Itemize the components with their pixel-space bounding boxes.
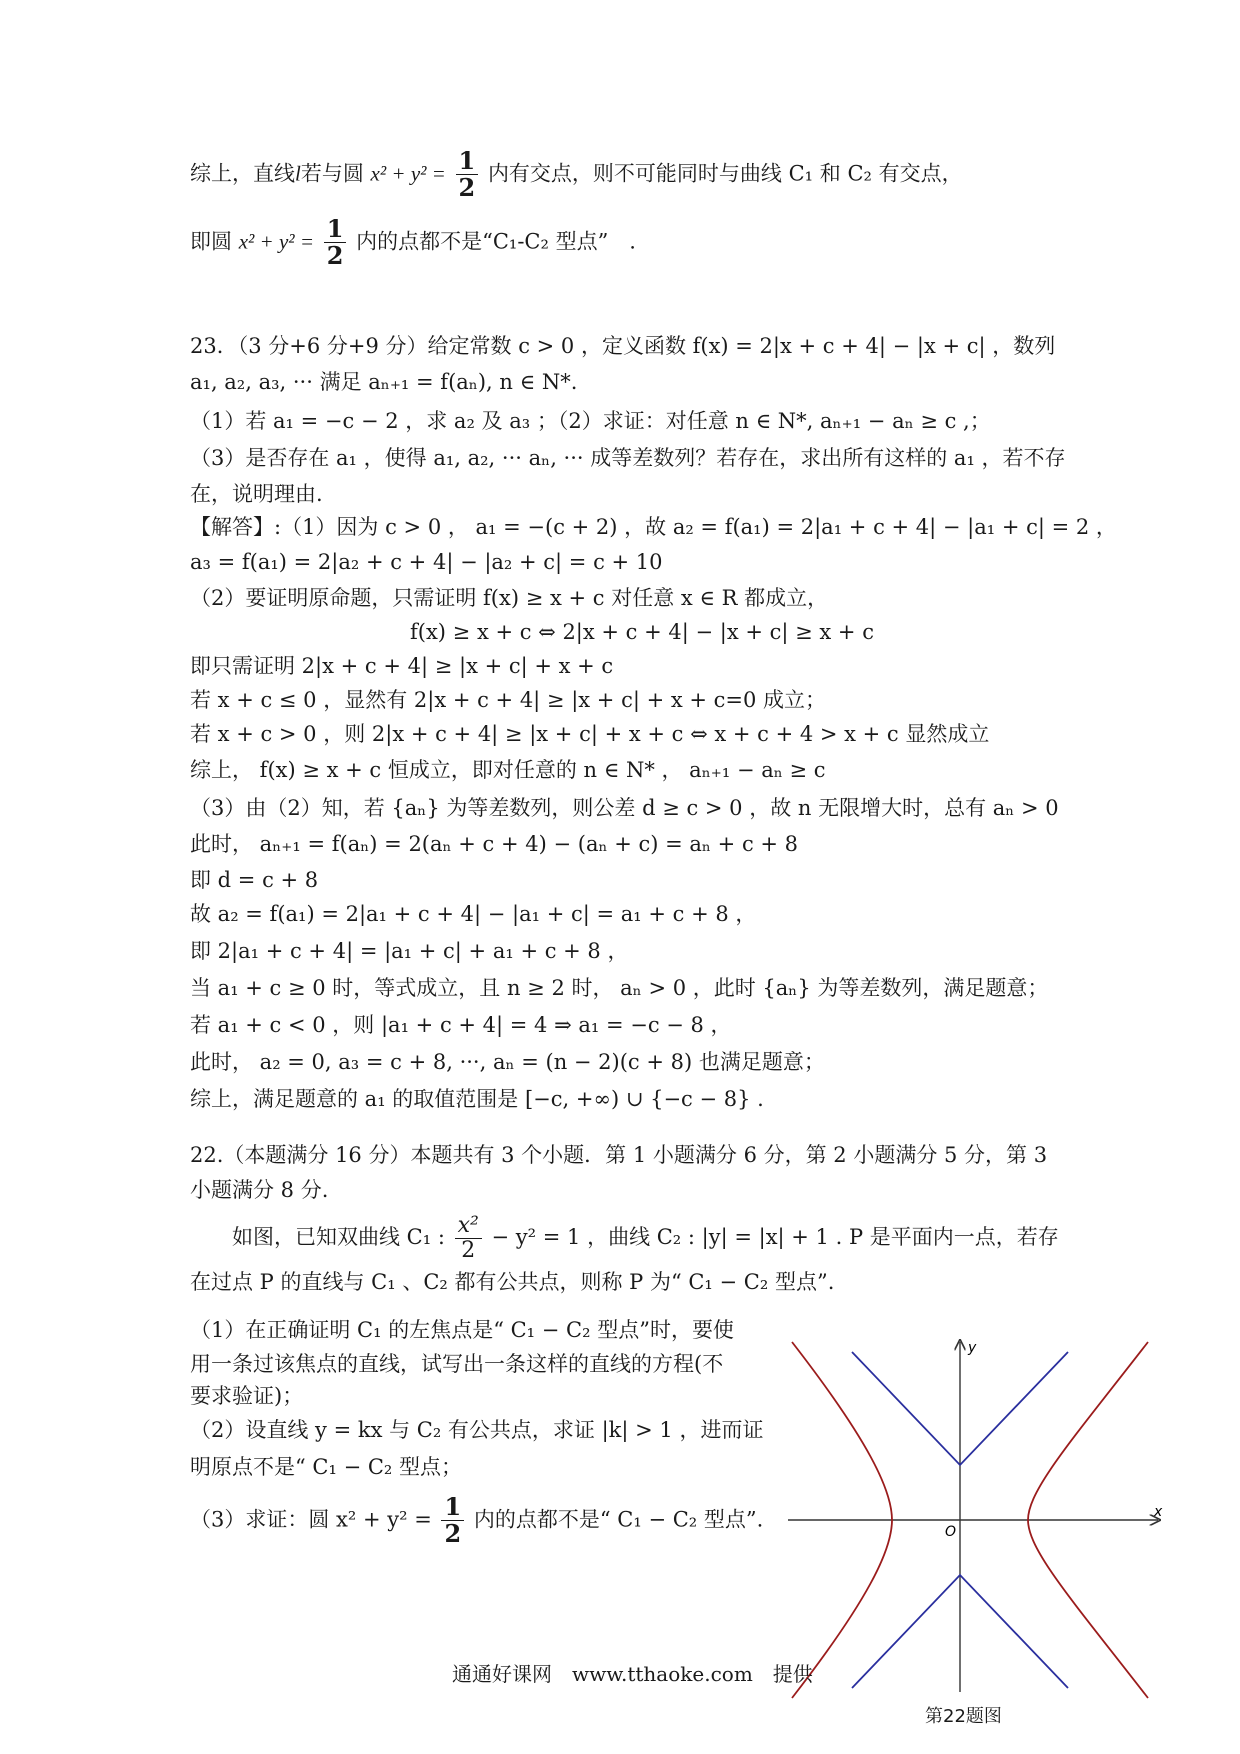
fraction: $\frac{\text{x²}}{2}$ (455, 1214, 482, 1263)
text: 若与圆 (300, 161, 364, 186)
solution-line: 此时， a₂ = 0, a₃ = c + 8, ···, aₙ = (n − 2)(c + 8) 也满足题意； (190, 1050, 825, 1074)
q22-intro (232, 1214, 1059, 1263)
q23-part3b: 在，说明理由. (190, 482, 323, 506)
text: （3）求证：圆 x² + y² = (190, 1507, 432, 1532)
solution-line: 即只需证明 2|x + c + 4| ≥ |x + c| + x + c (190, 654, 614, 678)
solution-line: 若 x + c ≤ 0 ，显然有 2|x + c + 4| ≥ |x + c| + x + c=0 成立； (190, 688, 827, 712)
solution-line: 综上， f(x) ≥ x + c 恒成立，即对任意的 n ∈ N* ， aₙ₊₁ − aₙ ≥ c (190, 758, 826, 782)
x-axis-label: x (1154, 1504, 1163, 1520)
fraction: $\frac{1}{2}$ (456, 148, 479, 202)
solution-line: （3）由（2）知，若 {aₙ} 为等差数列，则公差 d ≥ c > 0 ，故 n 无限增大时，总有 aₙ > 0 (190, 796, 1059, 820)
fraction: $\frac{1}{2}$ (441, 1494, 464, 1548)
top-line-1 (190, 148, 963, 202)
origin-label: O (945, 1524, 957, 1540)
text: 内的点都不是“C₁-C₂ 型点” . (356, 229, 636, 254)
footer-text: 通通好课网 www.tthaoke.com 提供 (452, 1662, 813, 1686)
hyperbola-figure (780, 1330, 1180, 1700)
q23-part3a: （3）是否存在 a₁ ，使得 a₁, a₂, ··· aₙ, ··· 成等差数列？若存在，求出所有这样的 a₁ ，若不存 (190, 446, 1066, 470)
solution-line: （2）要证明原命题，只需证明 f(x) ≥ x + c 对任意 x ∈ R 都成立， (190, 586, 829, 610)
y-axis-label: y (968, 1340, 977, 1356)
q22-part1c: 要求验证)； (190, 1384, 304, 1408)
text: − y² = 1 ，曲线 C₂ : |y| = |x| + 1 . P 是平面内一点，若存 (491, 1225, 1059, 1250)
equation: x² + y² = (370, 161, 446, 186)
q22-part3 (190, 1494, 763, 1548)
q22-header-1: 22.（本题满分 16 分）本题共有 3 个小题．第 1 小题满分 6 分，第 2 小题满分 5 分，第 3 (190, 1143, 1048, 1167)
top-line-2 (190, 216, 636, 270)
text: 即圆 (190, 229, 232, 254)
q22-part2b: 明原点不是“ C₁ − C₂ 型点； (190, 1455, 463, 1479)
q23-seq: a₁, a₂, a₃, ··· 满足 aₙ₊₁ = f(aₙ), n ∈ N*. (190, 370, 578, 394)
q23-header: 23．（3 分+6 分+9 分）给定常数 c > 0 ，定义函数 f(x) = 2|x + c + 4| − |x + c| ，数列 (190, 334, 1056, 358)
solution-line: 若 x + c > 0 ，则 2|x + c + 4| ≥ |x + c| + x + c ⇔ x + c + 4 > x + c 显然成立 (190, 722, 990, 746)
figure-svg (780, 1330, 1180, 1700)
q23-part1: （1）若 a₁ = −c − 2 ，求 a₂ 及 a₃ ；（2）求证：对任意 n ∈ N*, aₙ₊₁ − aₙ ≥ c ,； (190, 409, 991, 433)
solution-line: 当 a₁ + c ≥ 0 时，等式成立，且 n ≥ 2 时， aₙ > 0 ，此时 {aₙ} 为等差数列，满足题意； (190, 976, 1049, 1000)
equation: x² + y² = (238, 229, 315, 254)
text: 内有交点，则不可能同时与曲线 C₁ 和 C₂ 有交点， (487, 161, 963, 186)
q22-header-2: 小题满分 8 分. (190, 1178, 329, 1202)
q22-part1b: 用一条过该焦点的直线，试写出一条这样的直线的方程(不 (190, 1352, 724, 1376)
solution-line: f(x) ≥ x + c ⇔ 2|x + c + 4| − |x + c| ≥ x + c (410, 620, 874, 644)
q22-intro-2: 在过点 P 的直线与 C₁ 、C₂ 都有公共点，则称 P 为“ C₁ − C₂ 型点”. (190, 1270, 835, 1294)
q22-part1a: （1）在正确证明 C₁ 的左焦点是“ C₁ − C₂ 型点”时，要使 (190, 1318, 734, 1342)
text: 如图，已知双曲线 C₁ : (232, 1225, 445, 1250)
text: l (295, 161, 301, 186)
fraction: $\frac{1}{2}$ (324, 216, 347, 270)
q22-part2a: （2）设直线 y = kx 与 C₂ 有公共点，求证 |k| > 1 ，进而证 (190, 1418, 764, 1442)
solution-line: 综上，满足题意的 a₁ 的取值范围是 [−c, +∞) ∪ {−c − 8} . (190, 1087, 764, 1111)
text: 综上，直线 (190, 161, 295, 186)
solution-line: 即 2|a₁ + c + 4| = |a₁ + c| + a₁ + c + 8 ， (190, 939, 629, 963)
solution-line: 故 a₂ = f(a₁) = 2|a₁ + c + 4| − |a₁ + c| = a₁ + c + 8 ， (190, 902, 757, 926)
solution-line: 若 a₁ + c < 0 ，则 |a₁ + c + 4| = 4 ⇒ a₁ = −c − 8 ， (190, 1013, 732, 1037)
solution-line: a₃ = f(a₁) = 2|a₂ + c + 4| − |a₂ + c| = c + 10 (190, 550, 663, 574)
solution-line: 此时， aₙ₊₁ = f(aₙ) = 2(aₙ + c + 4) − (aₙ + c) = aₙ + c + 8 (190, 832, 799, 856)
text: 内的点都不是“ C₁ − C₂ 型点”. (473, 1507, 764, 1532)
solution-line: 【解答】:（1）因为 c > 0 ， a₁ = −(c + 2) ，故 a₂ = f(a₁) = 2|a₁ + c + 4| − |a₁ + c| = 2 ， (190, 515, 1117, 539)
solution-line: 即 d = c + 8 (190, 868, 319, 892)
figure-caption: 第22题图 (925, 1706, 1002, 1727)
